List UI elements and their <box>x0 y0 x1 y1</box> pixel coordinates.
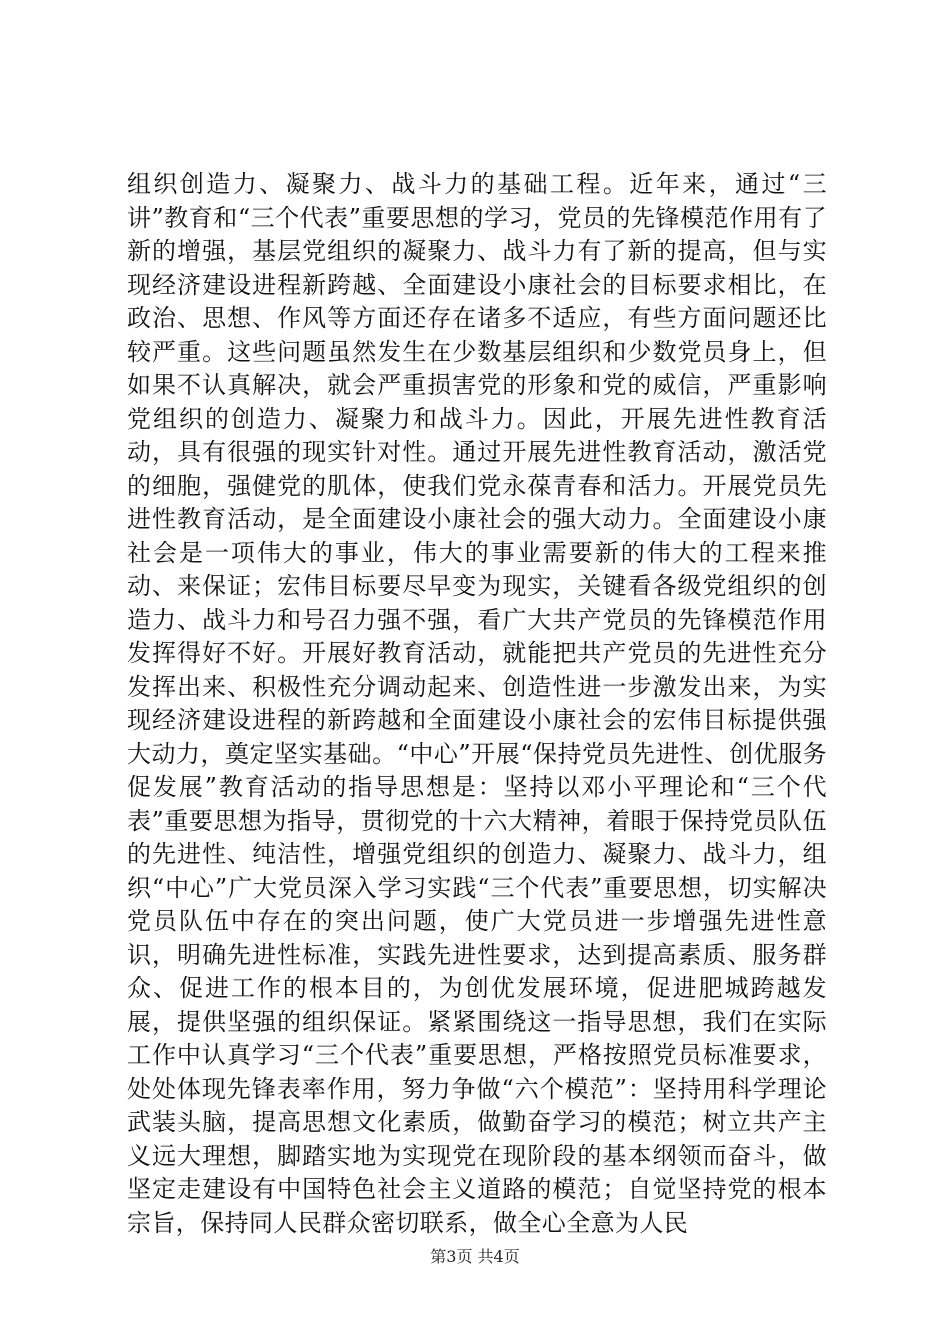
body-paragraph: 组织创造力、凝聚力、战斗力的基础工程。近年来，通过“三讲”教育和“三个代表”重要思想的学习，党员的先锋模范作用有了新的增强，基层党组织的凝聚力、战斗力有了新的提高，但与实现经济建设进程新跨越、全面建设小康社会的目标要求相比，在政治、思想、作风等方面还存在诸多不适应，有些方面问题还比较严重。这些问题虽然发生在少数基层组织和少数党员身上，但如果不认真解决，就会严重损害党的形象和党的威信，严重影响党组织的创造力、凝聚力和战斗力。因此，开展先进性教育活动，具有很强的现实针对性。通过开展先进性教育活动，激活党的细胞，强健党的肌体，使我们党永葆青春和活力。开展党员先进性教育活动，是全面建设小康社会的强大动力。全面建设小康社会是一项伟大的事业，伟大的事业需要新的伟大的工程来推动、来保证；宏伟目标要尽早变为现实，关键看各级党组织的创造力、战斗力和号召力强不强，看广大共产党员的先锋模范作用发挥得好不好。开展好教育活动，就能把共产党员的先进性充分发挥出来、积极性充分调动起来、创造性进一步激发出来，为实现经济建设进程的新跨越和全面建设小康社会的宏伟目标提供强大动力，奠定坚实基础。“中心”开展“保持党员先进性、创优服务促发展”教育活动的指导思想是：坚持以邓小平理论和“三个代表”重要思想为指导，贯彻党的十六大精神，着眼于保持党员队伍的先进性、纯洁性，增强党组织的创造力、凝聚力、战斗力，组织“中心”广大党员深入学习实践“三个代表”重要思想，切实解决党员队伍中存在的突出问题，使广大党员进一步增强先进性意识，明确先进性标准，实践先进性要求，达到提高素质、服务群众、促进工作的根本目的，为创优发展环境，促进肥城跨越发展，提供坚强的组织保证。紧紧围绕这一指导思想，我们在实际工作中认真学习“三个代表”重要思想，严格按照党员标准要求，处处体现先锋表率作用，努力争做“六个模范”：坚持用科学理论武装头脑，提高思想文化素质，做勤奋学习的模范；树立共产主义远大理想，脚踏实地为实现党在现阶段的基本纲领而奋斗，做坚定走建设有中国特色社会主义道路的模范；自觉坚持党的根本宗旨，保持同人民群众密切联系，做全心全意为人民 <box>127 170 827 1237</box>
page-footer: 第3页 共4页 <box>430 1247 520 1266</box>
